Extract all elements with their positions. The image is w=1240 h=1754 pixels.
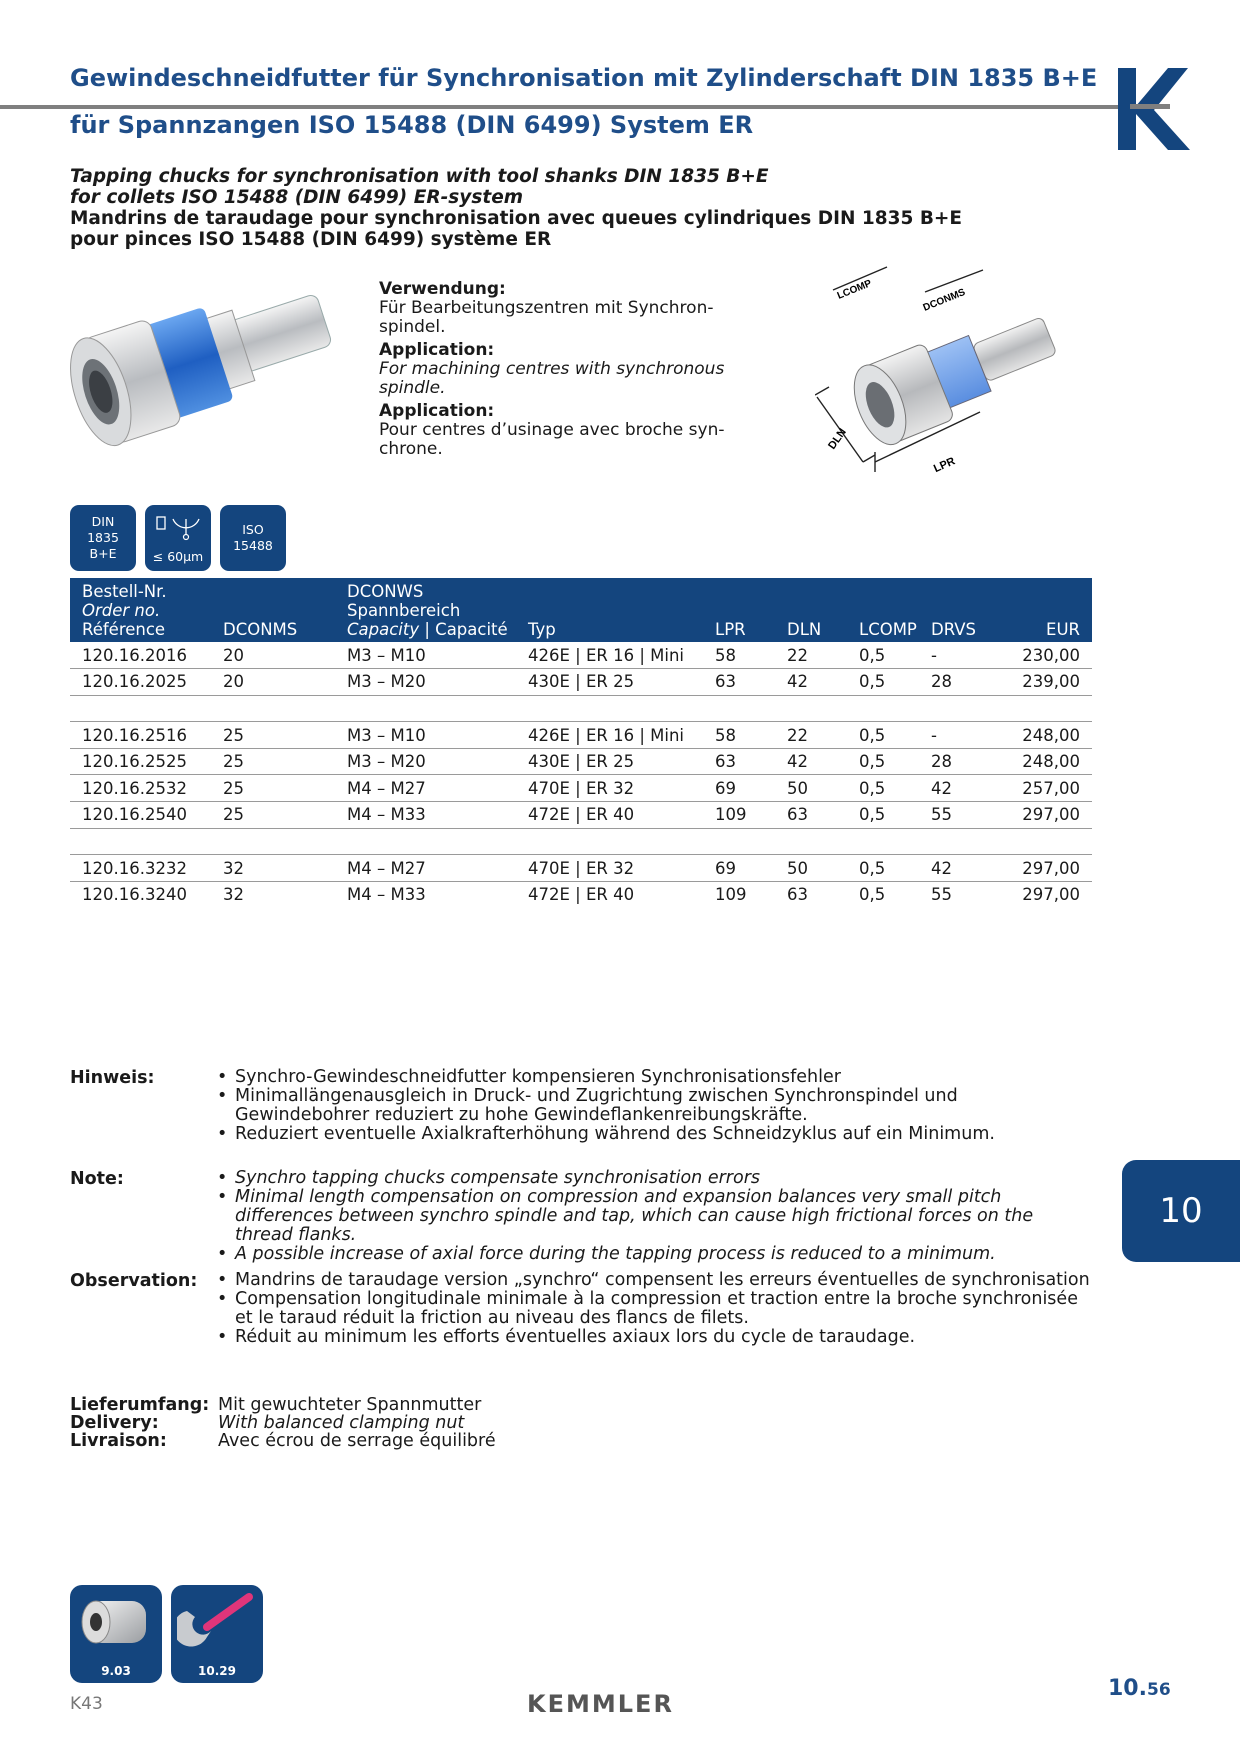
runout-value: ≤ 60µm — [152, 549, 204, 564]
cell-lpr: 69 — [703, 775, 775, 802]
subtitle-en-1: Tapping chucks for synchronisation with tool shanks DIN 1835 B+E — [70, 166, 769, 187]
table-row — [70, 722, 1092, 749]
cell-drvs: - — [919, 722, 989, 749]
delivery-de-label: Lieferumfang: — [70, 1395, 210, 1415]
table-row — [70, 748, 1092, 775]
cell-drvs: 55 — [931, 885, 952, 905]
cell-dln: 63 — [775, 802, 847, 829]
dln-label: DLN — [826, 426, 849, 452]
product-table — [70, 578, 1092, 908]
cell-order: 120.16.2516 — [70, 722, 211, 749]
cell-dconms: 25 — [211, 748, 335, 775]
collet-reference-tile[interactable] — [70, 1585, 162, 1683]
wrench-ref-number: 10.29 — [198, 1664, 236, 1678]
cell-order: 120.16.2525 — [70, 748, 211, 775]
iso-badge-line-1: ISO — [242, 522, 264, 537]
cell-lpr: 63 — [703, 748, 775, 775]
application-fr-text-1: Pour centres d’usinage avec broche syn- — [379, 420, 725, 440]
wrench-icon — [177, 1591, 257, 1661]
cell-eur: 297,00 — [989, 802, 1092, 829]
delivery-de-text: Mit gewuchteter Spannmutter — [218, 1395, 482, 1415]
application-fr-heading: Application: — [379, 401, 495, 421]
cell-dln: 42 — [775, 748, 847, 775]
cell-order: 120.16.2016 — [70, 642, 211, 669]
note-item: • A possible increase of axial force during the tapping process is reduced to a minimum. — [212, 1245, 1092, 1264]
cell-dln: 42 — [775, 669, 847, 696]
cell-dconms: 20 — [211, 669, 335, 696]
table-row — [70, 855, 1092, 882]
subtitle-fr-2: pour pinces ISO 15488 (DIN 6499) système ER — [70, 229, 552, 250]
table-row — [70, 669, 1092, 696]
cell-lcomp: 0,5 — [847, 669, 919, 696]
lcomp-label: LCOMP — [835, 278, 874, 302]
col-drvs-header: DRVS — [919, 578, 989, 642]
application-de-text-1: Für Bearbeitungszentren mit Synchron- — [379, 298, 714, 318]
cell-range: M3 – M10 — [335, 722, 516, 749]
din-badge-line-1: DIN — [91, 514, 115, 529]
cell-typ: 426E | ER 16 | Mini — [516, 642, 703, 669]
note-fr-list — [212, 1271, 1092, 1347]
cell-typ: 472E | ER 40 — [528, 885, 635, 905]
application-fr-text-2: chrone. — [379, 439, 443, 459]
cell-lpr: 58 — [703, 642, 775, 669]
cell-range: M3 – M10 — [335, 642, 516, 669]
note-item: • Compensation longitudinale minimale à la compression et traction entre la broche synchronisée et le taraud réduit la friction au niveau des flancs de filets. — [212, 1290, 1092, 1328]
cell-dln: 63 — [787, 885, 808, 905]
cell-drvs: 55 — [919, 802, 989, 829]
table-row — [70, 642, 1092, 669]
note-fr-label: Observation: — [70, 1271, 198, 1291]
cell-eur: 297,00 — [1022, 885, 1080, 905]
note-en-list — [212, 1169, 1092, 1264]
note-item: • Synchro-Gewindeschneidfutter kompensieren Synchronisationsfehler — [212, 1068, 1092, 1087]
cell-lcomp: 0,5 — [859, 885, 886, 905]
application-section — [379, 280, 749, 463]
cell-lcomp: 0,5 — [847, 855, 919, 882]
cell-typ: 472E | ER 40 — [516, 802, 703, 829]
cell-range: M4 – M27 — [335, 855, 516, 882]
cell-lpr: 109 — [715, 885, 747, 905]
page-number: 10.56 — [1108, 1676, 1171, 1701]
cell-eur: 257,00 — [989, 775, 1092, 802]
din-badge — [70, 505, 136, 571]
multilingual-subtitles — [70, 166, 962, 250]
note-en-label: Note: — [70, 1169, 124, 1189]
cell-typ: 470E | ER 32 — [516, 775, 703, 802]
cell-lcomp: 0,5 — [847, 722, 919, 749]
footer-code: K43 — [70, 1694, 103, 1714]
note-de-label: Hinweis: — [70, 1068, 155, 1088]
cell-drvs: 28 — [919, 748, 989, 775]
subtitle-fr-1: Mandrins de taraudage pour synchronisation avec queues cylindriques DIN 1835 B+E — [70, 208, 963, 229]
iso-badge-line-2: 15488 — [233, 538, 273, 553]
table-header-row — [70, 578, 1092, 642]
cell-eur: 239,00 — [989, 669, 1092, 696]
cell-dln: 22 — [775, 642, 847, 669]
cell-dconms: 25 — [211, 775, 335, 802]
din-badge-line-3: B+E — [89, 546, 117, 561]
cell-range: M3 – M20 — [335, 669, 516, 696]
cell-eur: 297,00 — [989, 855, 1092, 882]
note-item: • Réduit au minimum les efforts éventuelles axiaux lors du cycle de taraudage. — [212, 1328, 1092, 1347]
col-lpr-header: LPR — [703, 578, 775, 642]
col-lcomp-header: LCOMP — [847, 578, 919, 642]
cell-eur: 248,00 — [989, 722, 1092, 749]
cell-typ: 426E | ER 16 | Mini — [516, 722, 703, 749]
cell-drvs: 42 — [919, 775, 989, 802]
note-item: • Minimallängenausgleich in Druck- und Zugrichtung zwischen Synchronspindel und Gewindebohrer reduziert zu hohe Gewindeflankenreibungskräfte. — [212, 1087, 1092, 1125]
application-en-text-2: spindle. — [379, 378, 446, 398]
collet-icon — [76, 1591, 156, 1661]
cell-typ: 430E | ER 25 — [516, 748, 703, 775]
cell-dln: 50 — [775, 855, 847, 882]
cell-lcomp: 0,5 — [847, 802, 919, 829]
note-item: • Mandrins de taraudage version „synchro“ compensent les erreurs éventuelles de synchronisation — [212, 1271, 1092, 1290]
note-item: • Minimal length compensation on compression and expansion balances very small pitch differences between synchro spindle and tap, which can cause high frictional forces on the thread flanks. — [212, 1188, 1092, 1245]
cell-lpr: 69 — [703, 855, 775, 882]
delivery-fr-label: Livraison: — [70, 1431, 167, 1451]
kemmler-logo-icon — [1118, 68, 1190, 150]
wrench-reference-tile[interactable] — [171, 1585, 263, 1683]
cell-range: M4 – M33 — [335, 802, 516, 829]
col-typ-header: Typ — [516, 578, 703, 642]
tapping-chuck-image — [70, 272, 350, 477]
cell-order: 120.16.3240 — [82, 885, 187, 905]
footer-brand: KEMMLER — [527, 1690, 674, 1718]
col-range-header: DCONWS Spannbereich Capacity | Capacité — [335, 578, 516, 642]
note-item: • Synchro tapping chucks compensate synchronisation errors — [212, 1169, 1092, 1188]
table-row — [70, 775, 1092, 802]
col-dconms-header: DCONMS — [211, 578, 335, 642]
delivery-fr-text: Avec écrou de serrage équilibré — [218, 1431, 496, 1451]
table-group-spacer — [70, 695, 1092, 722]
dimension-drawing — [815, 262, 1095, 492]
cell-lpr: 58 — [703, 722, 775, 749]
cell-dconms: 25 — [211, 802, 335, 829]
cell-range: M4 – M33 — [347, 885, 426, 905]
cell-dconms: 20 — [211, 642, 335, 669]
table-group-spacer — [70, 828, 1092, 855]
spacer-cell — [70, 828, 1092, 855]
application-en-text-1: For machining centres with synchronous — [379, 359, 725, 379]
delivery-en-label: Delivery: — [70, 1413, 159, 1433]
cell-lcomp: 0,5 — [847, 775, 919, 802]
col-dln-header: DLN — [775, 578, 847, 642]
header-divider — [0, 105, 1120, 109]
cell-lcomp: 0,5 — [847, 748, 919, 775]
cell-eur: 230,00 — [989, 642, 1092, 669]
note-de-list — [212, 1068, 1092, 1144]
cell-drvs: 28 — [919, 669, 989, 696]
page-title: Gewindeschneidfutter für Synchronisation mit Zylinderschaft DIN 1835 B+E — [70, 64, 1098, 92]
page-subtitle: für Spannzangen ISO 15488 (DIN 6499) System ER — [70, 111, 754, 139]
cell-order: 120.16.3232 — [70, 855, 211, 882]
cell-order: 120.16.2025 — [70, 669, 211, 696]
cell-dln: 50 — [775, 775, 847, 802]
cell-lcomp: 0,5 — [847, 642, 919, 669]
cell-drvs: 42 — [919, 855, 989, 882]
application-de-heading: Verwendung: — [379, 279, 506, 299]
cell-order: 120.16.2540 — [70, 802, 211, 829]
delivery-section — [70, 1396, 496, 1450]
dconms-label: DCONMS — [921, 286, 967, 314]
runout-gauge-icon — [153, 509, 203, 547]
iso-badge — [220, 505, 286, 571]
spacer-cell — [70, 695, 1092, 722]
table-row — [70, 881, 1092, 908]
cell-typ: 470E | ER 32 — [516, 855, 703, 882]
cell-order: 120.16.2532 — [70, 775, 211, 802]
din-badge-line-2: 1835 — [87, 530, 119, 545]
note-item: • Reduziert eventuelle Axialkrafterhöhung während des Schneidzyklus auf ein Minimum. — [212, 1125, 1092, 1144]
runout-badge — [145, 505, 211, 571]
col-eur-header: EUR — [989, 578, 1092, 642]
lpr-label: LPR — [931, 455, 957, 476]
application-en-heading: Application: — [379, 340, 495, 360]
cell-dln: 22 — [775, 722, 847, 749]
cell-lpr: 109 — [703, 802, 775, 829]
cell-range: M3 – M20 — [335, 748, 516, 775]
cell-dconms: 25 — [211, 722, 335, 749]
cell-typ: 430E | ER 25 — [516, 669, 703, 696]
table-row — [70, 802, 1092, 829]
delivery-en-text: With balanced clamping nut — [218, 1413, 465, 1433]
col-order-header: Bestell-Nr. Order no. Référence — [70, 578, 211, 642]
cell-dconms: 32 — [223, 885, 244, 905]
chapter-tab[interactable]: 10 — [1122, 1160, 1240, 1262]
cell-eur: 248,00 — [989, 748, 1092, 775]
cell-lpr: 63 — [703, 669, 775, 696]
cell-dconms: 32 — [211, 855, 335, 882]
subtitle-en-2: for collets ISO 15488 (DIN 6499) ER-system — [70, 187, 524, 208]
cell-range: M4 – M27 — [335, 775, 516, 802]
cell-drvs: - — [919, 642, 989, 669]
collet-ref-number: 9.03 — [101, 1664, 131, 1678]
application-de-text-2: spindel. — [379, 317, 446, 337]
